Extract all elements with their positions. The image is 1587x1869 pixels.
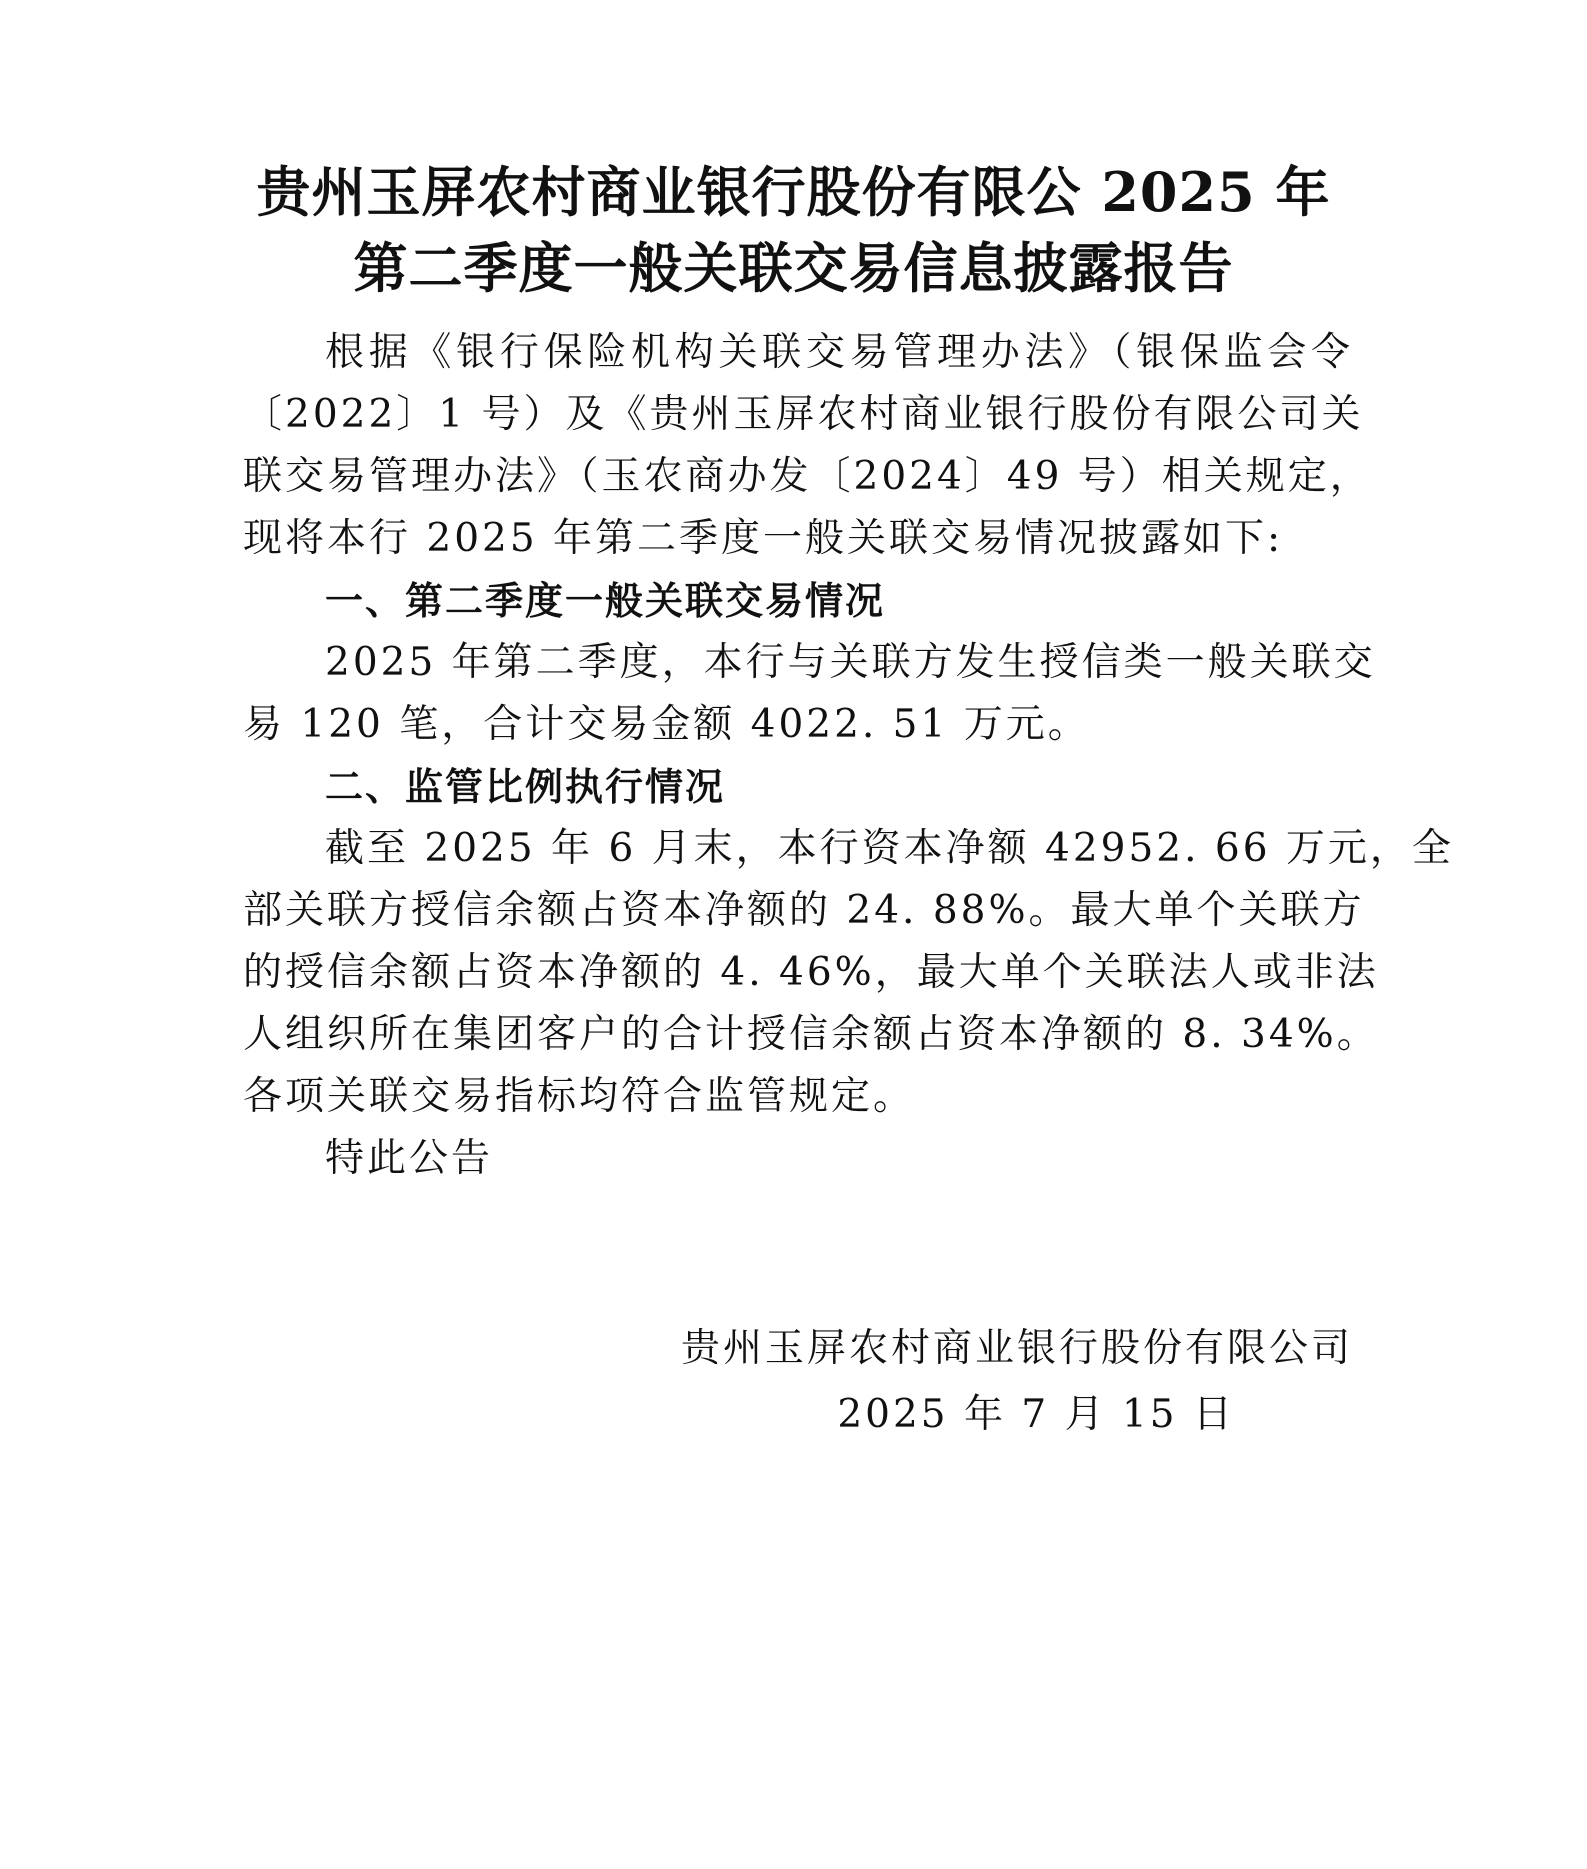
section-2-line-3: 的授信余额占资本净额的 4. 46%，最大单个关联法人或非法	[243, 950, 1379, 995]
intro-line-2: 〔2022〕1 号）及《贵州玉屏农村商业银行股份有限公司关	[243, 392, 1364, 437]
section-1-line-1: 2025 年第二季度，本行与关联方发生授信类一般关联交	[325, 640, 1376, 685]
section-2-heading: 二、监管比例执行情况	[325, 765, 726, 809]
section-2-line-4: 人组织所在集团客户的合计授信余额占资本净额的 8. 34%。	[243, 1012, 1379, 1057]
intro-line-4: 现将本行 2025 年第二季度一般关联交易情况披露如下:	[243, 516, 1284, 561]
signature-organization: 贵州玉屏农村商业银行股份有限公司	[680, 1326, 1353, 1371]
section-2-line-2: 部关联方授信余额占资本净额的 24. 88%。最大单个关联方	[243, 888, 1365, 933]
document-title-line-1: 贵州玉屏农村商业银行股份有限公 2025 年	[256, 160, 1331, 224]
document-title-line-2: 第二季度一般关联交易信息披露报告	[353, 236, 1234, 300]
intro-line-1: 根据《银行保险机构关联交易管理办法》（银保监会令	[325, 330, 1353, 375]
section-1-heading: 一、第二季度一般关联交易情况	[325, 579, 886, 623]
closing-text: 特此公告	[325, 1136, 494, 1181]
section-2-line-5: 各项关联交易指标均符合监管规定。	[243, 1074, 916, 1119]
signature-date: 2025 年 7 月 15 日	[837, 1392, 1235, 1437]
section-1-line-2: 易 120 笔，合计交易金额 4022. 51 万元。	[243, 702, 1090, 747]
section-2-line-1: 截至 2025 年 6 月末，本行资本净额 42952. 66 万元，全	[325, 826, 1454, 871]
intro-line-3: 联交易管理办法》（玉农商办发〔2024〕49 号）相关规定，	[243, 454, 1372, 499]
